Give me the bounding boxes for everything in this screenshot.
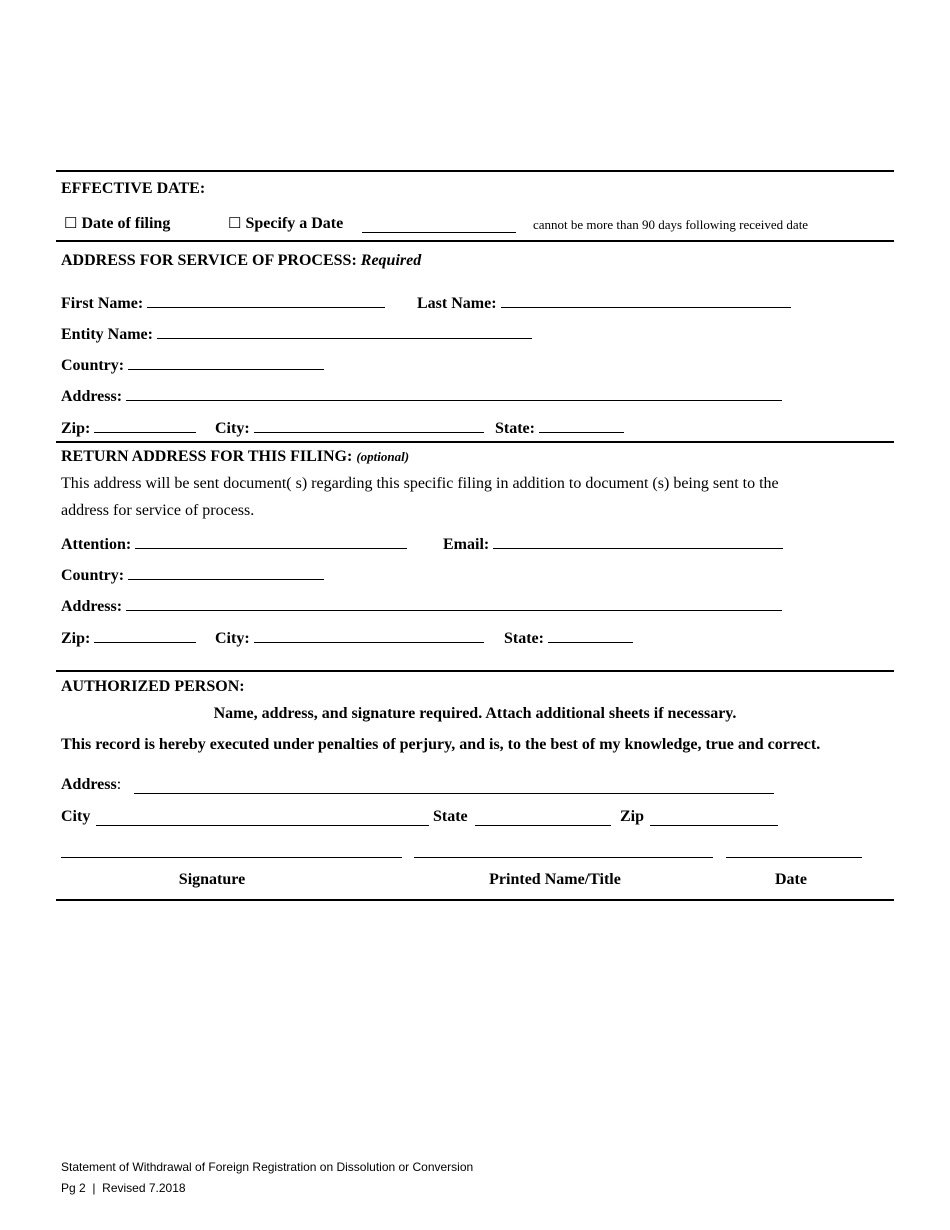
return-country-label: Country: — [61, 567, 125, 584]
footer-revised: Revised 7.2018 — [102, 1181, 186, 1195]
effective-date-note: cannot be more than 90 days following received date — [533, 217, 809, 232]
authorized-address-row — [61, 776, 121, 794]
service-zip-row — [61, 418, 196, 438]
attention-field[interactable] — [135, 534, 407, 549]
footer-title: Statement of Withdrawal of Foreign Registration on Dissolution or Conversion — [61, 1160, 474, 1174]
printed-name-field[interactable] — [414, 843, 713, 858]
return-heading — [61, 448, 409, 466]
section-divider-authorized — [56, 670, 894, 672]
optional-marker: (optional) — [356, 449, 410, 464]
required-marker: Required — [360, 252, 422, 269]
service-state-field[interactable] — [539, 418, 624, 433]
service-country-field[interactable] — [128, 355, 324, 370]
return-address-label: Address: — [61, 598, 123, 615]
service-country-label: Country: — [61, 357, 125, 374]
first-name-row — [61, 293, 385, 313]
service-zip-field[interactable] — [94, 418, 196, 433]
footer-separator: | — [92, 1181, 96, 1195]
service-country-row — [61, 355, 324, 375]
return-address-row — [61, 596, 782, 616]
return-country-field[interactable] — [128, 565, 324, 580]
service-city-label: City: — [215, 420, 250, 437]
service-zip-label: Zip: — [61, 420, 91, 437]
authorized-address-colon: : — [116, 776, 122, 793]
date-field[interactable] — [726, 843, 862, 858]
service-address-field[interactable] — [126, 386, 782, 401]
perjury-attestation: This record is hereby executed under penalties of perjury, and is, to the best of my knowledge, true and correct. — [61, 736, 821, 753]
return-zip-field[interactable] — [94, 628, 196, 643]
section-divider-bottom — [56, 899, 894, 901]
email-field[interactable] — [493, 534, 783, 549]
attention-row — [61, 534, 407, 554]
return-state-row — [504, 628, 633, 648]
specify-date-option[interactable] — [228, 214, 343, 233]
service-state-row — [495, 418, 624, 438]
date-of-filing-option[interactable] — [64, 214, 170, 233]
email-label: Email: — [443, 536, 490, 553]
specify-date-checkbox[interactable]: ☐ — [228, 216, 242, 232]
service-heading — [61, 252, 421, 270]
email-row — [443, 534, 783, 554]
section-divider-service — [56, 240, 894, 242]
return-description-line1: This address will be sent document( s) regarding this specific filing in addition to document (s) being sent to the — [61, 475, 779, 492]
service-address-label: Address: — [61, 388, 123, 405]
return-zip-row — [61, 628, 196, 648]
footer-page-number: Pg 2 — [61, 1181, 86, 1195]
authorized-state-field[interactable] — [475, 811, 611, 826]
authorized-address-label: Address — [61, 776, 117, 793]
service-state-label: State: — [495, 420, 535, 437]
return-description-line2: address for service of process. — [61, 502, 255, 519]
return-city-label: City: — [215, 630, 250, 647]
authorized-zip-row — [620, 808, 644, 826]
service-city-row — [215, 418, 484, 438]
authorized-state-row — [433, 808, 468, 826]
last-name-field[interactable] — [501, 293, 791, 308]
effective-date-heading: EFFECTIVE DATE: — [61, 180, 206, 197]
section-divider-return — [56, 441, 894, 443]
authorized-zip-label: Zip — [620, 808, 645, 825]
return-state-field[interactable] — [548, 628, 633, 643]
printed-name-caption: Printed Name/Title — [489, 871, 621, 888]
footer-page-info — [61, 1181, 186, 1195]
specify-date-field[interactable] — [362, 218, 516, 233]
return-heading-text: RETURN ADDRESS FOR THIS FILING: — [61, 448, 353, 465]
last-name-label: Last Name: — [417, 295, 497, 312]
authorized-heading: AUTHORIZED PERSON: — [61, 678, 245, 695]
authorized-city-label: City — [61, 808, 91, 825]
last-name-row — [417, 293, 791, 313]
authorized-zip-field[interactable] — [650, 811, 778, 826]
return-address-field[interactable] — [126, 596, 782, 611]
signature-field[interactable] — [61, 843, 402, 858]
authorized-instruction: Name, address, and signature required. Attach additional sheets if necessary. — [213, 705, 737, 722]
authorized-state-label: State — [433, 808, 468, 825]
date-of-filing-label: Date of filing — [81, 215, 171, 232]
entity-name-field[interactable] — [157, 324, 532, 339]
first-name-label: First Name: — [61, 295, 144, 312]
signature-caption: Signature — [178, 871, 246, 888]
return-country-row — [61, 565, 324, 585]
authorized-address-field[interactable] — [134, 779, 774, 794]
specify-date-label: Specify a Date — [245, 215, 344, 232]
date-caption: Date — [775, 871, 807, 888]
return-city-field[interactable] — [254, 628, 484, 643]
service-city-field[interactable] — [254, 418, 484, 433]
authorized-city-field[interactable] — [96, 811, 429, 826]
entity-name-label: Entity Name: — [61, 326, 153, 343]
return-city-row — [215, 628, 484, 648]
first-name-field[interactable] — [147, 293, 385, 308]
entity-name-row — [61, 324, 532, 344]
return-state-label: State: — [504, 630, 544, 647]
service-address-row — [61, 386, 782, 406]
authorized-city-row — [61, 808, 90, 826]
return-zip-label: Zip: — [61, 630, 91, 647]
attention-label: Attention: — [61, 536, 132, 553]
date-of-filing-checkbox[interactable]: ☐ — [64, 216, 78, 232]
section-divider-top — [56, 170, 894, 172]
service-heading-text: ADDRESS FOR SERVICE OF PROCESS: — [61, 252, 357, 269]
